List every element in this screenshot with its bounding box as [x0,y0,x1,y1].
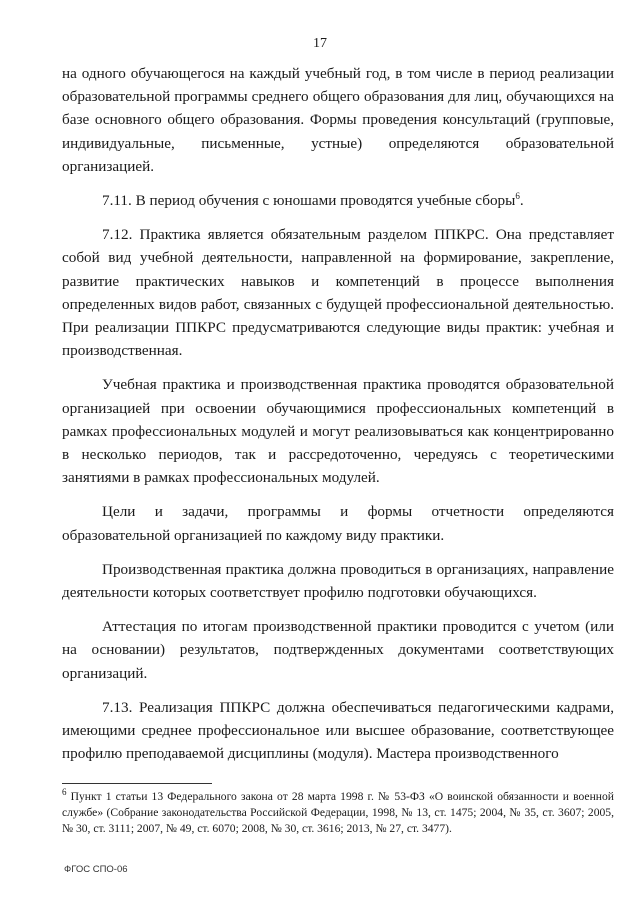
paragraph-7-11 [62,189,614,212]
footnote [62,789,614,836]
footnote-text: Пункт 1 статьи 13 Федерального закона от 28 марта 1998 г. № 53-ФЗ «О воинской обязанности и военной службе» (Собрание законодательства Российской Федерации, 1998, № 13, ст. 1475; 2004, № 35, ст. 3607; 2005, № 30, ст. 3111; 2007, № 49, ст. 6070; 2008, № 30, ст. 3616; 2013, № 27, ст. 3477). [62,790,614,835]
paragraph-7-11-text: 7.11. В период обучения с юношами проводятся учебные сборы [102,192,516,210]
document-code: ФГОС СПО-06 [64,864,128,875]
paragraph-practice: Учебная практика и производственная практика проводятся образовательной организацией при освоении обучающимися профессиональных компетенций в рамках профессиональных модулей и могут реализовываться как концентрированно в несколько периодов, так и рассредоточенно, чередуясь с теоретическими занятиями в рамках профессиональных модулей. [62,376,614,487]
body-text [62,62,614,765]
paragraph-7-11-end: . [519,192,524,210]
paragraph-production-practice: Производственная практика должна проводиться в организациях, направление деятельности которых соответствует профилю подготовки обучающихся. [62,560,614,602]
paragraph-attestation: Аттестация по итогам производственной практики проводится с учетом (или на основании) результатов, подтвержденных документами соответствующих организаций. [62,618,614,682]
paragraph-continuation: на одного обучающегося на каждый учебный год, в том числе в период реализации образовательной программы среднего общего образования для лиц, обучающихся на базе основного общего образования. Формы проведения консультаций (групповые, индивидуальные, письменные, устные) определяются образовательной организацией. [62,65,614,175]
page-number: 17 [313,36,327,51]
paragraph-goals: Цели и задачи, программы и формы отчетности определяются образовательной организацией по каждому виду практики. [62,503,614,544]
footnote-marker: 6 [62,787,67,798]
footnote-divider [62,783,212,784]
footnote-ref[interactable]: 6 [515,190,520,201]
paragraph-7-12: 7.12. Практика является обязательным разделом ППКРС. Она представляет собой вид учебной деятельности, направленной на формирование, закрепление, развитие практических навыков и компетенций в процессе выполнения определенных видов работ, связанных с будущей профессиональной деятельностью. При реализации ППКРС предусматриваются следующие виды практик: учебная и производственная. [62,226,614,360]
paragraph-7-13: 7.13. Реализация ППКРС должна обеспечиваться педагогическими кадрами, имеющими среднее профессиональное или высшее образование, соответствующее профилю преподаваемой дисциплины (модуля). Мастера производственного [62,698,614,763]
